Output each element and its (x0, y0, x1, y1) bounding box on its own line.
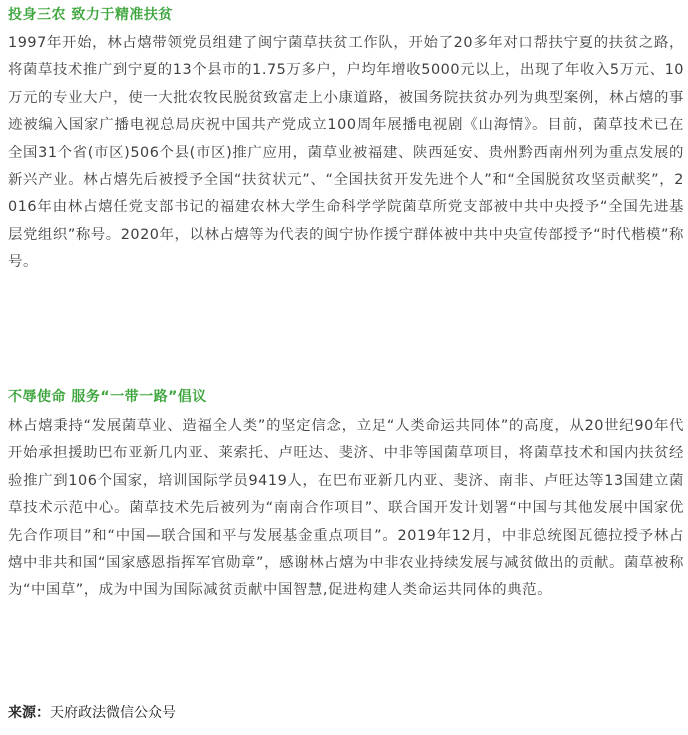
section-heading-poverty-alleviation: 投身三农 致力于精准扶贫 (8, 7, 173, 23)
section-paragraph-poverty-alleviation: 1997年开始，林占熺带领党员组建了闽宁菌草扶贫工作队，开始了20多年对口帮扶宁夏的扶贫之路，将菌草技术推广到宁夏的13个县市的1.75万多户，户均年增收5000元以上，出现了年收入5万元、10万元的专业大户，使一大批农牧民脱贫致富走上小康道路，被国务院扶贫办列为典型案例，林占熺的事迹被编入国家广播电视总局庆祝中国共产党成立100周年展播电视剧《山海情》。目前，菌草技术已在全国31个省(市区)506个县(市区)推广应用，菌草业被福建、陕西延安、贵州黔西南州列为重点发展的新兴产业。林占熺先后被授予全国“扶贫状元”、“全国扶贫开发先进个人”和“全国脱贫攻坚贡献奖”，2016年由林占熺任党支部书记的福建农林大学生命科学学院菌草所党支部被中共中央授予“全国先进基层党组织”称号。2020年，以林占熺等为代表的闽宁协作援宁群体被中共中央宣传部授予“时代楷模”称号。 (8, 35, 684, 271)
section-heading-belt-and-road: 不辱使命 服务“一带一路”倡议 (8, 389, 207, 405)
source-line (8, 702, 176, 722)
source-value: 天府政法微信公众号 (50, 705, 176, 721)
source-label: 来源： (8, 705, 50, 721)
section-paragraph-belt-and-road: 林占熺秉持“发展菌草业、造福全人类”的坚定信念，立足“人类命运共同体”的高度，从20世纪90年代开始承担援助巴布亚新几内亚、莱索托、卢旺达、斐济、中非等国菌草项目，将菌草技术和国内扶贫经验推广到106个国家，培训国际学员9419人，在巴布亚新几内亚、斐济、南非、卢旺达等13国建立菌草技术示范中心。菌草技术先后被列为“南南合作项目”、联合国开发计划署“中国与其他发展中国家优先合作项目”和“中国—联合国和平与发展基金重点项目”。2019年12月，中非总统图瓦德拉授予林占熺中非共和国“国家感恩指挥军官勋章”，感谢林占熺为中非农业持续发展与减贫做出的贡献。菌草被称为“中国草”，成为中国为国际减贫贡献中国智慧,促进构建人类命运共同体的典范。 (8, 418, 684, 599)
